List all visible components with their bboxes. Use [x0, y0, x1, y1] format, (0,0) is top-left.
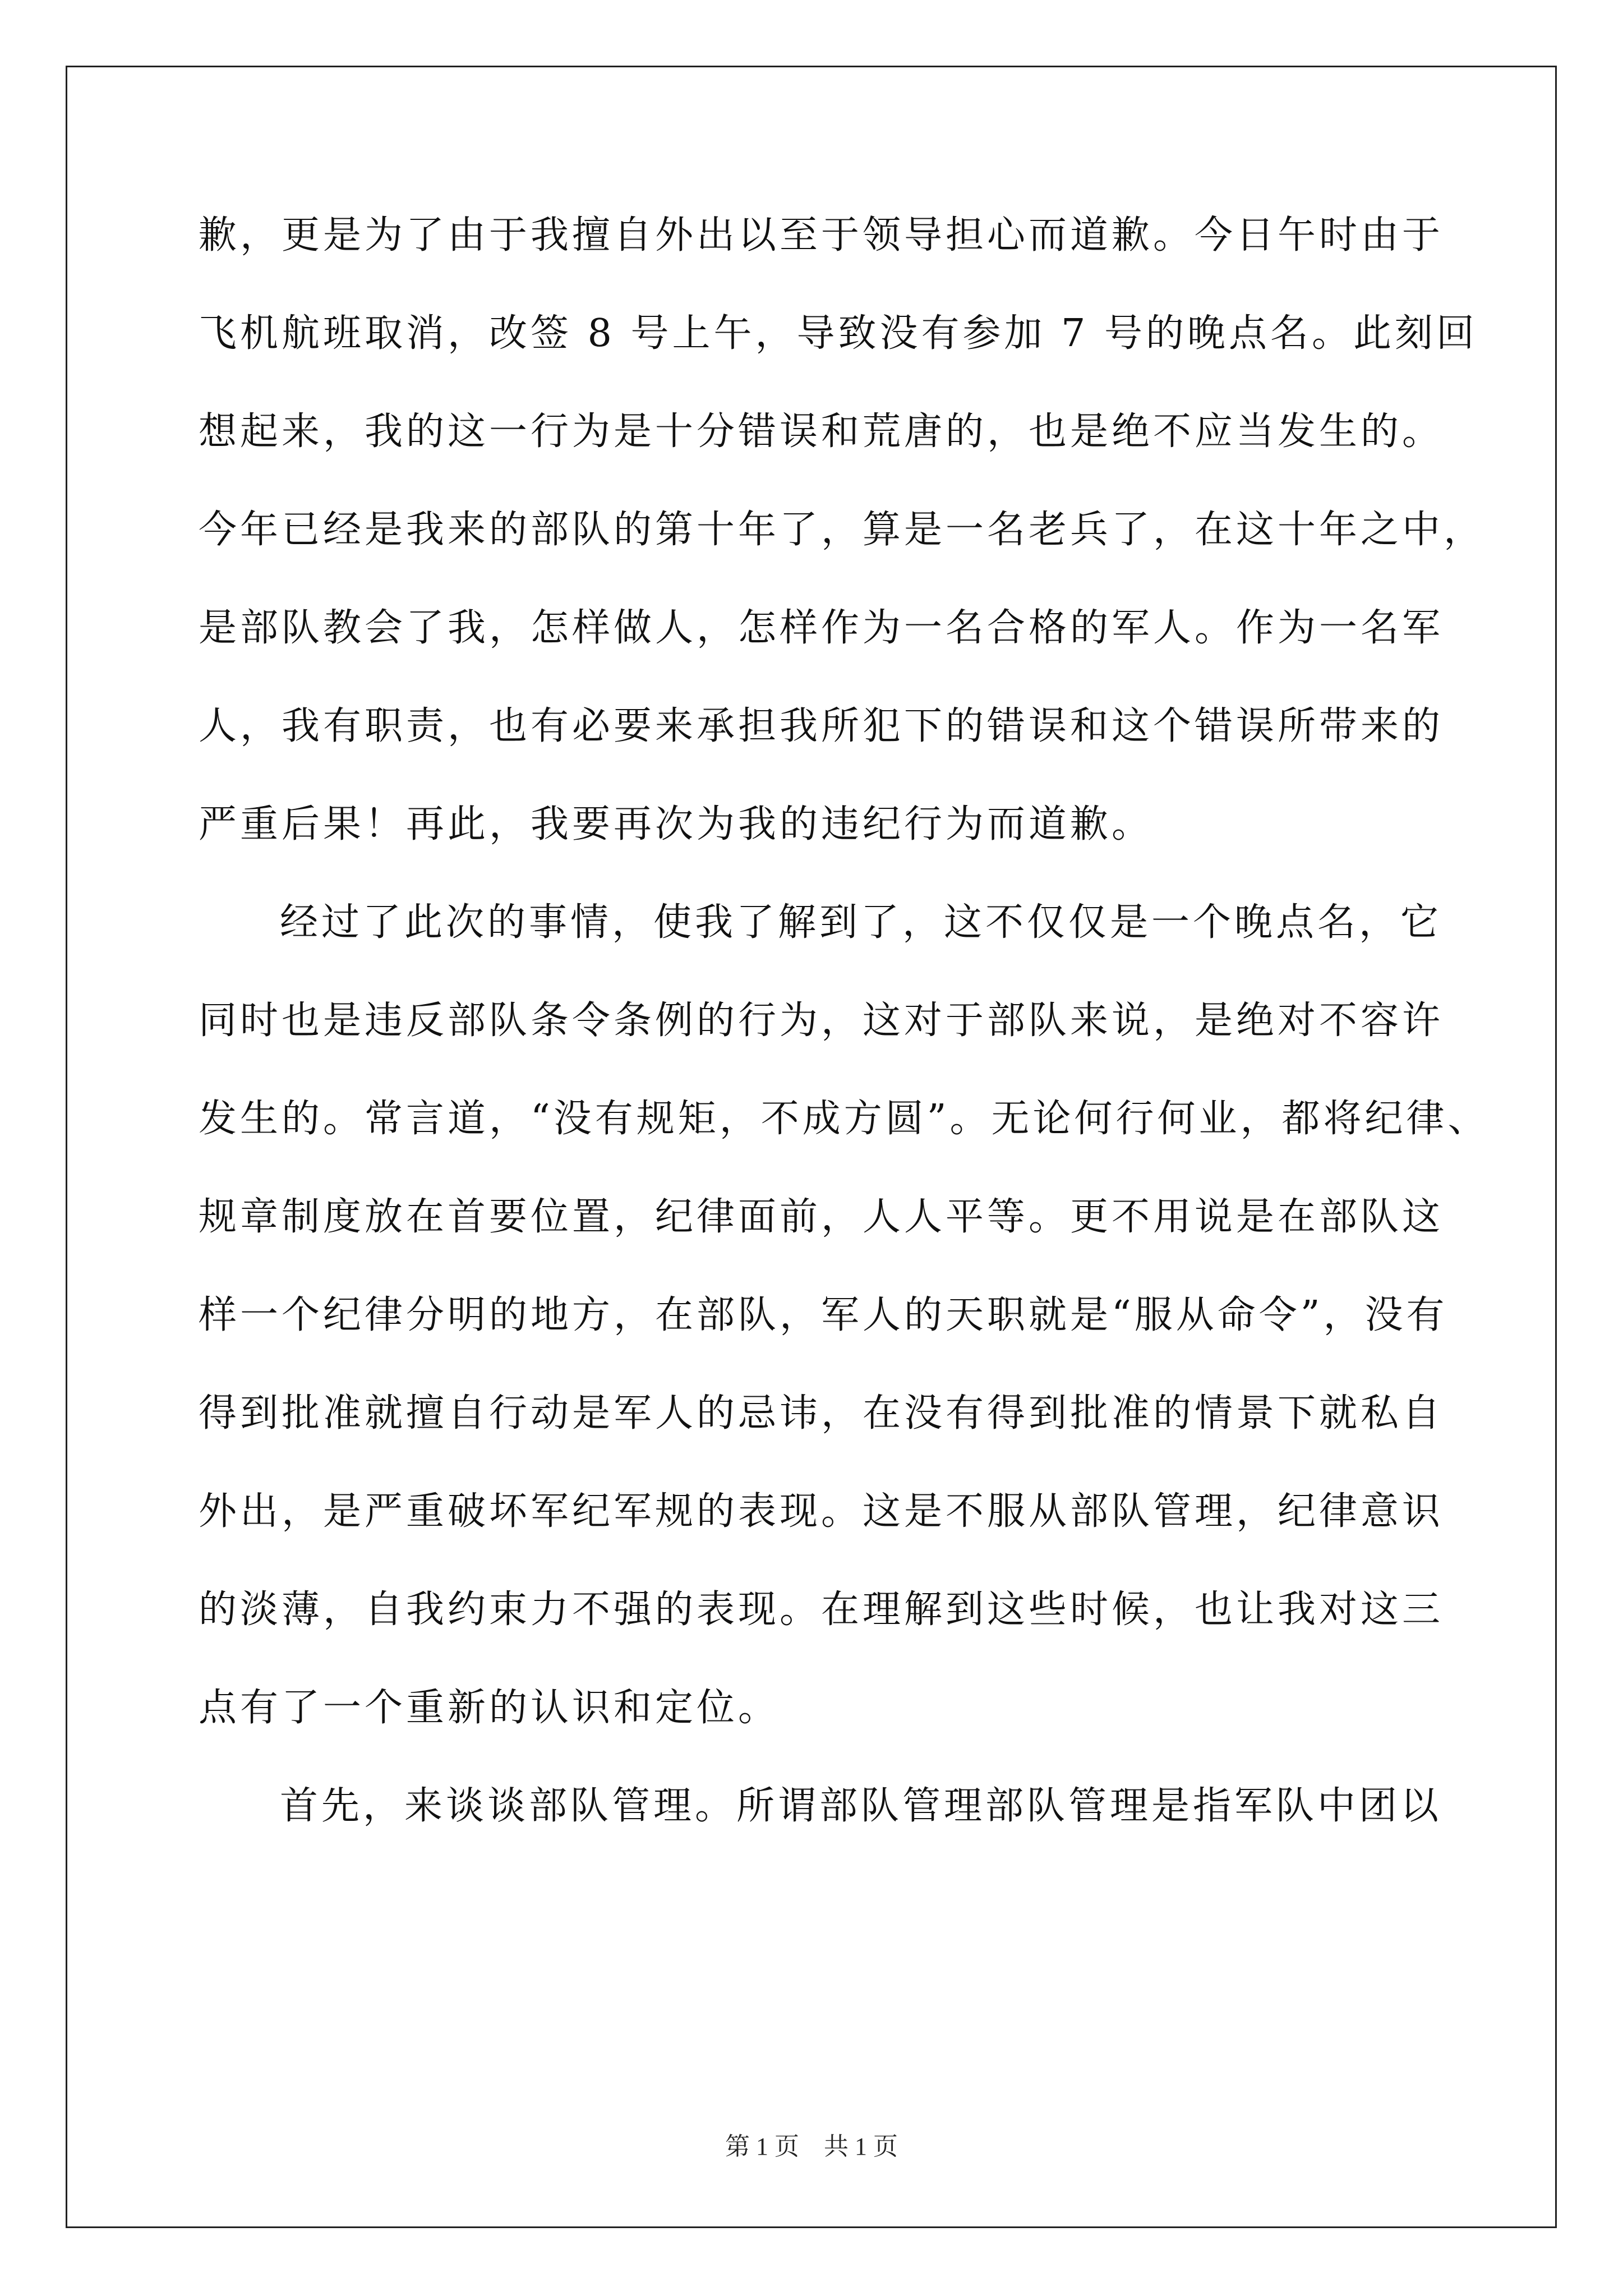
text-line: 严重后果！再此，我要再次为我的违纪行为而道歉。 [199, 802, 1154, 846]
page-footer: 第 1 页 共 1 页 [725, 2133, 898, 2160]
text-line: 的淡薄，自我约束力不强的表现。在理解到这些时候，也让我对这三 [199, 1588, 1444, 1632]
text-line: 得到批准就擅自行动是军人的忌讳，在没有得到批准的情景下就私自 [199, 1391, 1444, 1435]
text-line: 发生的。常言道，“没有规矩，不成方圆”。无论何行何业，都将纪律、 [199, 1097, 1490, 1141]
text-line: 歉，更是为了由于我擅自外出以至于领导担心而道歉。今日午时由于 [199, 213, 1444, 257]
paragraph-start-line: 首先，来谈谈部队管理。所谓部队管理部队管理是指军队中团以 [280, 1784, 1442, 1828]
text-line: 规章制度放在首要位置，纪律面前，人人平等。更不用说是在部队这 [199, 1195, 1444, 1239]
paragraph-start-line: 经过了此次的事情，使我了解到了，这不仅仅是一个晚点名，它 [280, 900, 1442, 945]
text-line: 想起来，我的这一行为是十分错误和荒唐的，也是绝不应当发生的。 [199, 409, 1444, 454]
text-line: 样一个纪律分明的地方，在部队，军人的天职就是“服从命令”，没有 [199, 1293, 1448, 1337]
text-line: 是部队教会了我，怎样做人，怎样作为一名合格的军人。作为一名军 [199, 606, 1444, 650]
text-line: 外出，是严重破坏军纪军规的表现。这是不服从部队管理，纪律意识 [199, 1489, 1444, 1534]
text-line: 同时也是违反部队条令条例的行为，这对于部队来说，是绝对不容许 [199, 999, 1444, 1043]
text-line: 飞机航班取消，改签 8 号上午，导致没有参加 7 号的晚点名。此刻回 [199, 311, 1478, 356]
text-line: 今年已经是我来的部队的第十年了，算是一名老兵了，在这十年之中， [199, 508, 1486, 552]
text-line: 点有了一个重新的认识和定位。 [199, 1686, 780, 1730]
text-line: 人，我有职责，也有必要来承担我所犯下的错误和这个错误所带来的 [199, 704, 1444, 748]
